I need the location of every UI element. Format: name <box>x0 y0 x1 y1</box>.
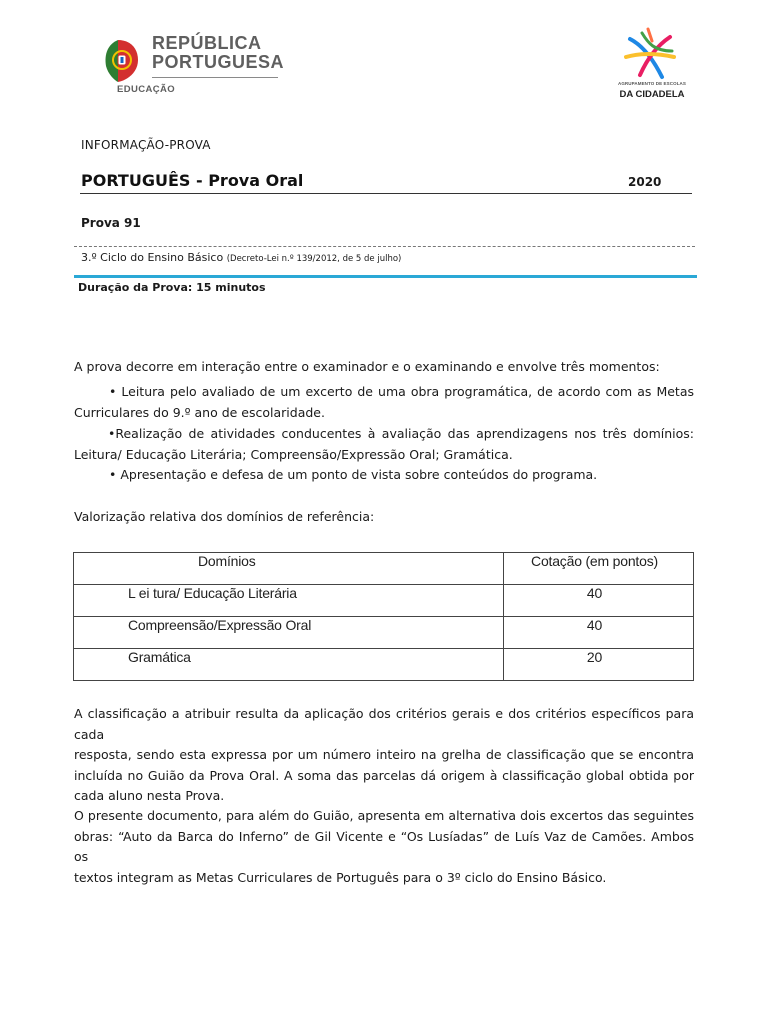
school-tagline: AGRUPAMENTO DE ESCOLAS <box>617 81 687 86</box>
table-cell-score: 40 <box>504 617 694 649</box>
domains-table <box>73 552 694 681</box>
government-logo-rule <box>152 77 278 78</box>
title-divider <box>80 193 692 194</box>
paragraph-line: resposta, sendo esta expressa por um número inteiro na grelha de classificação que se encontra <box>74 747 694 763</box>
table-header-domains: Domínios <box>74 553 504 585</box>
government-name <box>152 34 284 72</box>
paragraph-line: cada aluno nesta Prova. <box>74 788 225 804</box>
document-kind: INFORMAÇÃO-PROVA <box>81 138 211 152</box>
paragraph-line: obras: “Auto da Barca do Inferno” de Gil Vicente e “Os Lusíadas” de Luís Vaz de Camões. Ambos os <box>74 828 694 865</box>
intro-paragraph: A prova decorre em interação entre o examinador e o examinando e envolve três momentos: <box>74 359 660 374</box>
document-title: PORTUGUÊS - Prova Oral <box>81 171 304 190</box>
bullet-presentation-text: • Apresentação e defesa de um ponto de vista sobre conteúdos do programa. <box>109 467 598 482</box>
cycle-line <box>81 251 401 264</box>
paragraph-line: A classificação a atribuir resulta da aplicação dos critérios gerais e dos critérios específicos para cada <box>74 706 694 742</box>
school-name: DA CIDADELA <box>619 89 685 100</box>
accent-divider <box>74 275 697 278</box>
classification-paragraph <box>74 704 694 807</box>
exam-duration: Duração da Prova: 15 minutos <box>78 281 266 294</box>
table-row <box>74 585 694 617</box>
cidadela-star-icon <box>622 27 678 83</box>
table-cell-domain: Compreensão/Expressão Oral <box>74 617 504 649</box>
dashed-divider <box>74 246 695 247</box>
decree-text: (Decreto-Lei n.º 139/2012, de 5 de julho) <box>226 254 402 264</box>
table-row <box>74 617 694 649</box>
government-name-line1: REPÚBLICA <box>152 33 262 53</box>
exam-number: Prova 91 <box>81 216 141 230</box>
bullet-activities-line2: Leitura/ Educação Literária; Compreensão/Expressão Oral; Gramática. <box>74 446 513 462</box>
table-cell-domain: L ei tura/ Educação Literária <box>74 585 504 617</box>
portugal-coat-of-arms-icon <box>104 38 140 82</box>
paragraph-line: incluída no Guião da Prova Oral. A soma das parcelas dá origem à classificação global obtida por <box>74 767 694 783</box>
paragraph-line: textos integram as Metas Curriculares de Português para o 3º ciclo do Ensino Básico. <box>74 869 607 885</box>
government-name-line2: PORTUGUESA <box>152 52 285 72</box>
table-header-score: Cotação (em pontos) <box>504 553 694 585</box>
bullet-reading-line1: • Leitura pelo avaliado de um excerto de uma obra programática, de acordo com as Metas <box>109 384 694 399</box>
bullet-activities <box>74 424 694 465</box>
table-cell-domain: Gramática <box>74 649 504 681</box>
bullet-activities-line1: •Realização de atividades conducentes à avaliação das aprendizagens nos três domínios: <box>108 426 694 441</box>
bullet-reading-line2: Curriculares do 9.º ano de escolaridade. <box>74 404 325 420</box>
table-row <box>74 649 694 681</box>
government-department: EDUCAÇÃO <box>117 84 176 95</box>
bullet-presentation <box>74 465 694 486</box>
valuation-heading: Valorização relativa dos domínios de referência: <box>74 509 375 524</box>
cycle-text: 3.º Ciclo do Ensino Básico <box>81 251 224 264</box>
table-cell-score: 40 <box>504 585 694 617</box>
table-header-row <box>74 553 694 585</box>
document-note-paragraph <box>74 806 694 888</box>
table-cell-score: 20 <box>504 649 694 681</box>
bullet-reading <box>74 382 694 423</box>
document-year: 2020 <box>628 175 662 189</box>
paragraph-line: O presente documento, para além do Guião, apresenta em alternativa dois excertos das seguintes <box>74 808 694 823</box>
